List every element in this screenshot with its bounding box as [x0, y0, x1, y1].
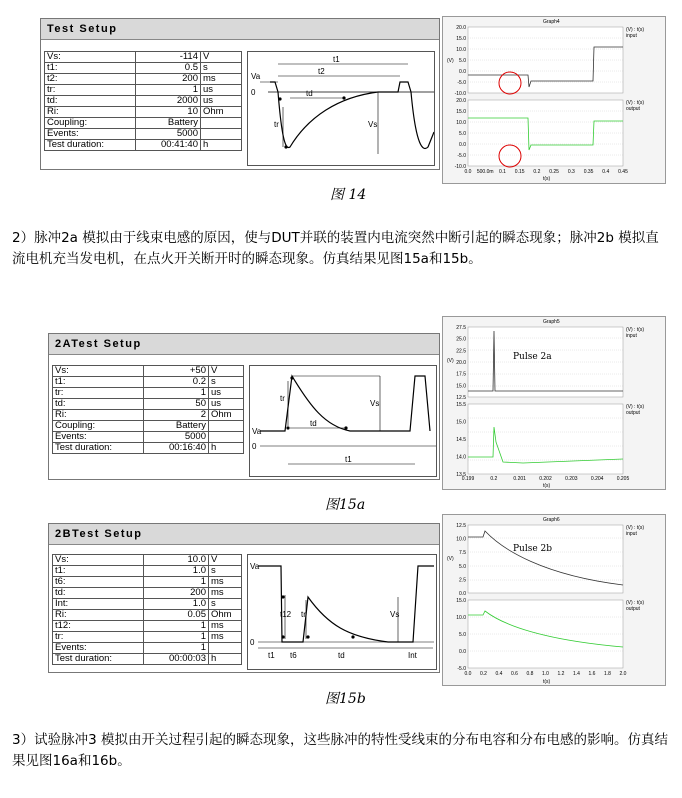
param-name: t1: [53, 566, 144, 577]
fig15b-vs-label: Vs [390, 610, 400, 619]
param-unit [201, 129, 242, 140]
fig14-test-setup-panel [40, 18, 440, 170]
param-row [45, 118, 242, 129]
fig14-waveform-diagram [247, 51, 435, 166]
param-unit: s [209, 599, 242, 610]
fig15b-graph-xlabel: t(s) [543, 679, 551, 685]
param-name: Ri: [53, 410, 144, 421]
param-name: t1: [45, 63, 136, 74]
param-row [45, 140, 242, 151]
fig15b-legend-bottom-sub: output [626, 606, 640, 612]
y-tick-label: -5.0 [457, 666, 466, 672]
x-tick-label: 0.205 [616, 476, 630, 482]
param-unit: us [209, 388, 244, 399]
param-name: td: [53, 588, 144, 599]
fig15a-vs-label: Vs [370, 399, 380, 408]
param-row [45, 63, 242, 74]
param-name: Test duration: [53, 654, 144, 665]
param-unit: h [209, 654, 242, 665]
fig15b-graph-y-ticks-bottom [456, 598, 466, 672]
y-tick-label: 12.5 [456, 395, 466, 401]
param-value: -114 [136, 52, 201, 63]
param-name: Events: [45, 129, 136, 140]
y-tick-label: 25.0 [456, 336, 466, 343]
fig14-legend-bottom-sub: output [626, 106, 640, 112]
fig15a-test-setup-panel [48, 333, 440, 480]
param-name: Test duration: [53, 443, 144, 454]
y-tick-label: 15.5 [456, 402, 466, 408]
param-unit: Ohm [209, 610, 242, 621]
param-row [45, 96, 242, 107]
param-value: Battery [136, 118, 201, 129]
x-tick-label: 0.6 [511, 671, 518, 677]
param-name: Vs: [53, 555, 144, 566]
fig14-legend-bottom: (V) : t(s) [626, 100, 645, 106]
fig15a-graph-x-ticks [462, 476, 630, 482]
x-tick-label: 0.35 [583, 169, 594, 175]
param-row [53, 643, 242, 654]
fig14-t1-label: t1 [333, 55, 340, 64]
fig15a-legend-top: (V) : t(s) [626, 327, 645, 333]
fig14-t2-label: t2 [318, 67, 325, 76]
param-value: 1 [144, 632, 209, 643]
param-row [53, 432, 244, 443]
param-unit [209, 643, 242, 654]
param-value: 1 [144, 577, 209, 588]
fig15b-graph-y-ticks-top [456, 523, 466, 597]
y-tick-label: 20.0 [456, 25, 466, 31]
fig15b-legend-top-sub: input [626, 531, 637, 537]
param-value: 1 [144, 643, 209, 654]
param-value: 10.0 [144, 555, 209, 566]
param-value: 1 [144, 621, 209, 632]
param-name: Ri: [45, 107, 136, 118]
fig15a-param-table [52, 365, 244, 454]
param-value: 1.0 [144, 599, 209, 610]
param-unit: V [209, 555, 242, 566]
fig15b-pulse-annotation: Pulse 2b [513, 544, 553, 554]
fig14-graph-y-ticks-top [455, 25, 467, 97]
y-tick-label: 20.0 [456, 360, 466, 366]
param-value: 5000 [144, 432, 209, 443]
fig15a-va-label: Va [252, 427, 262, 436]
fig15b-legend-bottom: (V) : t(s) [626, 600, 645, 606]
fig14-va-label: Va [251, 72, 261, 81]
y-tick-label: 15.0 [456, 383, 466, 390]
fig15b-graph [442, 514, 666, 686]
x-tick-label: 2.0 [619, 671, 627, 677]
x-tick-label: 0.204 [590, 476, 604, 482]
y-tick-label: 14.0 [456, 454, 466, 461]
param-row [45, 107, 242, 118]
x-tick-label: 1.2 [557, 671, 565, 677]
param-row [53, 377, 244, 388]
fig15b-zero-label: 0 [250, 638, 255, 647]
fig15b-t6-label: t6 [290, 651, 297, 660]
y-tick-label: -5.0 [457, 153, 466, 159]
param-unit: ms [201, 74, 242, 85]
fig15a-pulse-annotation: Pulse 2a [513, 352, 552, 362]
param-name: Vs: [53, 366, 144, 377]
fig15b-setup-title: 2BTest Setup [49, 524, 439, 545]
y-tick-label: 17.5 [456, 371, 466, 378]
param-unit: ms [209, 577, 242, 588]
fig15a-graph-y-ticks-bottom [456, 402, 466, 478]
param-row [53, 388, 244, 399]
fig14-zero-label: 0 [251, 88, 256, 97]
y-tick-label: 0.0 [459, 591, 466, 597]
x-tick-label: 0.45 [618, 169, 628, 175]
x-tick-label: 0.0 [464, 169, 472, 175]
fig14-legend-top: (V) : t(s) [626, 27, 645, 33]
param-unit: V [201, 52, 242, 63]
fig15a-zero-label: 0 [252, 442, 257, 451]
param-unit: ms [209, 621, 242, 632]
param-name: td: [45, 96, 136, 107]
x-tick-label: 1.0 [542, 671, 549, 677]
fig15b-va-label: Va [250, 562, 260, 571]
param-value: 10 [136, 107, 201, 118]
fig15b-graph-title: Graph6 [543, 517, 560, 523]
y-tick-label: 10.0 [456, 536, 466, 543]
param-value: 5000 [136, 129, 201, 140]
fig15b-waveform-diagram [247, 554, 437, 670]
x-tick-label: 0.199 [461, 476, 475, 482]
x-tick-label: 0.2 [480, 671, 487, 677]
param-value: Battery [144, 421, 209, 432]
x-tick-label: 0.201 [513, 476, 526, 482]
fig15a-caption: 图15a [325, 497, 366, 513]
y-tick-label: 20.0 [456, 98, 466, 104]
x-tick-label: 1.4 [573, 671, 580, 677]
paragraph-pulse-2: 2）脉冲2a 模拟由于线束电感的原因，使与DUT并联的装置内电流突然中断引起的瞬态现象；脉冲2b 模拟直流电机充当发电机，在点火开关断开时的瞬态现象。仿真结果见图15a和15b。 [12, 230, 659, 267]
param-row [45, 52, 242, 63]
paragraph-pulse-3: 3）试验脉冲3 模拟由开关过程引起的瞬态现象，这些脉冲的特性受线束的分布电容和分布电感的影响。仿真结果见图16a和16b。 [12, 732, 668, 769]
param-row [53, 421, 244, 432]
param-value: 1.0 [144, 566, 209, 577]
y-tick-label: 0.0 [459, 69, 466, 75]
param-unit: ms [209, 588, 242, 599]
y-tick-label: 0.0 [459, 142, 466, 148]
param-unit [209, 421, 244, 432]
fig15b-td-label: td [338, 651, 345, 660]
param-row [53, 588, 242, 599]
fig15b-tr-label: tr [301, 610, 306, 619]
param-name: tr: [53, 388, 144, 399]
x-tick-label: 1.6 [588, 671, 596, 677]
param-name: Coupling: [45, 118, 136, 129]
param-value: 1 [144, 388, 209, 399]
param-value: 00:00:03 [144, 654, 209, 665]
y-tick-label: 13.5 [456, 472, 466, 478]
param-unit: s [209, 377, 244, 388]
param-row [53, 632, 242, 643]
param-row [53, 399, 244, 410]
x-tick-label: 0.2 [490, 476, 498, 482]
param-value: 0.2 [144, 377, 209, 388]
fig15a-graph-ylabel: (V) [447, 358, 454, 364]
y-tick-label: 15.0 [456, 598, 466, 604]
x-tick-label: 0.25 [549, 169, 559, 175]
fig14-graph-y-ticks-bottom [455, 98, 467, 170]
fig14-graph-title: Graph4 [543, 19, 560, 25]
fig15a-legend-bottom-sub: output [626, 410, 640, 416]
y-tick-label: 5.0 [459, 563, 466, 570]
param-unit: us [201, 96, 242, 107]
x-tick-label: 0.3 [567, 169, 575, 175]
param-unit: Ohm [209, 410, 244, 421]
fig15a-t1-label: t1 [345, 455, 352, 464]
fig14-tr-label: tr [274, 120, 279, 129]
fig15a-legend-bottom: (V) : t(s) [626, 404, 645, 410]
param-name: tr: [45, 85, 136, 96]
param-row [45, 129, 242, 140]
y-tick-label: 15.0 [456, 109, 466, 115]
fig15a-graph [442, 316, 666, 490]
param-unit: us [209, 399, 244, 410]
x-tick-label: 0.4 [602, 169, 610, 175]
fig14-graph [442, 16, 666, 184]
y-tick-label: 10.0 [456, 615, 466, 621]
param-value: 0.5 [136, 63, 201, 74]
fig14-graph-ylabel: (V) [447, 58, 454, 64]
fig14-graph-x-ticks [465, 169, 629, 175]
fig15a-td-label: td [310, 419, 317, 428]
fig14-td-label: td [306, 89, 313, 98]
param-row [53, 555, 242, 566]
param-row [53, 366, 244, 377]
param-unit: s [201, 63, 242, 74]
y-tick-label: 2.5 [459, 577, 466, 584]
param-value: 1 [136, 85, 201, 96]
param-name: Events: [53, 432, 144, 443]
param-row [53, 621, 242, 632]
param-row [45, 74, 242, 85]
x-tick-label: 0.202 [539, 476, 552, 482]
x-tick-label: 0.0 [464, 671, 472, 677]
param-row [53, 443, 244, 454]
param-unit: V [209, 366, 244, 377]
x-tick-label: 0.4 [495, 671, 503, 677]
param-name: td: [53, 399, 144, 410]
fig15a-graph-xlabel: t(s) [543, 483, 551, 489]
y-tick-label: 5.0 [459, 131, 466, 137]
fig14-setup-title: Test Setup [41, 19, 439, 40]
y-tick-label: 27.5 [456, 325, 466, 331]
x-tick-label: 0.15 [514, 169, 525, 175]
param-unit: us [201, 85, 242, 96]
fig15a-legend-top-sub: input [626, 333, 637, 339]
param-name: Coupling: [53, 421, 144, 432]
param-value: 2000 [136, 96, 201, 107]
fig14-graph-xlabel: t(s) [543, 176, 551, 182]
param-unit: ms [209, 632, 242, 643]
param-name: Events: [53, 643, 144, 654]
fig15a-tr-label: tr [280, 394, 285, 403]
param-unit [201, 118, 242, 129]
fig15b-caption: 图15b [325, 691, 366, 707]
param-value: 00:41:40 [136, 140, 201, 151]
fig15b-param-table [52, 554, 242, 665]
param-row [53, 566, 242, 577]
y-tick-label: 14.5 [456, 437, 466, 443]
fig14-caption: 图 14 [330, 187, 367, 203]
x-tick-label: 1.8 [604, 671, 611, 677]
param-value: 2 [144, 410, 209, 421]
fig14-legend-top-sub: input [626, 33, 637, 39]
fig14-vs-label: Vs [368, 120, 378, 129]
fig14-param-table [44, 51, 242, 151]
x-tick-label: 0.1 [498, 169, 506, 175]
param-value: 50 [144, 399, 209, 410]
param-value: 0.05 [144, 610, 209, 621]
param-unit: h [201, 140, 242, 151]
param-row [53, 610, 242, 621]
fig15a-graph-y-ticks-top [456, 325, 466, 401]
param-unit: s [209, 566, 242, 577]
param-row [45, 85, 242, 96]
param-value: 200 [136, 74, 201, 85]
param-name: Test duration: [45, 140, 136, 151]
y-tick-label: 5.0 [459, 632, 466, 638]
fig15a-graph-title: Graph5 [543, 319, 560, 325]
param-name: t12: [53, 621, 144, 632]
fig15b-test-setup-panel [48, 523, 440, 673]
param-value: 200 [144, 588, 209, 599]
y-tick-label: 0.0 [459, 649, 466, 655]
param-row [53, 410, 244, 421]
fig15b-legend-top: (V) : t(s) [626, 525, 645, 531]
fig15a-setup-title: 2ATest Setup [49, 334, 439, 355]
param-name: tr: [53, 632, 144, 643]
y-tick-label: 22.5 [456, 348, 466, 355]
param-value: 00:16:40 [144, 443, 209, 454]
y-tick-label: -5.0 [457, 80, 466, 86]
fig15b-int-label: Int [408, 651, 417, 660]
param-name: Int: [53, 599, 144, 610]
param-row [53, 577, 242, 588]
y-tick-label: 15.0 [456, 419, 466, 426]
x-tick-label: 0.2 [533, 169, 541, 175]
param-name: Vs: [45, 52, 136, 63]
y-tick-label: 10.0 [456, 120, 466, 126]
fig15a-waveform-diagram [249, 365, 437, 477]
fig15b-t1-label: t1 [268, 651, 275, 660]
y-tick-label: -10.0 [454, 164, 466, 170]
fig15b-graph-ylabel: (V) [447, 556, 454, 562]
y-tick-label: 5.0 [459, 58, 466, 64]
param-name: t6: [53, 577, 144, 588]
param-unit: Ohm [201, 107, 242, 118]
param-row [53, 599, 242, 610]
y-tick-label: -10.0 [454, 91, 466, 97]
x-tick-label: 0.8 [526, 671, 534, 677]
param-value: +50 [144, 366, 209, 377]
param-unit: h [209, 443, 244, 454]
y-tick-label: 10.0 [456, 47, 466, 53]
x-tick-label: 500.0m [476, 169, 494, 175]
param-name: t1: [53, 377, 144, 388]
fig15b-graph-x-ticks [465, 671, 627, 677]
param-name: Ri: [53, 610, 144, 621]
x-tick-label: 0.203 [565, 476, 578, 482]
y-tick-label: 15.0 [456, 36, 466, 42]
y-tick-label: 12.5 [456, 523, 466, 529]
param-row [53, 654, 242, 665]
y-tick-label: 7.5 [459, 550, 466, 557]
param-unit [209, 432, 244, 443]
param-name: t2: [45, 74, 136, 85]
fig15b-t12-label: t12 [280, 610, 292, 619]
